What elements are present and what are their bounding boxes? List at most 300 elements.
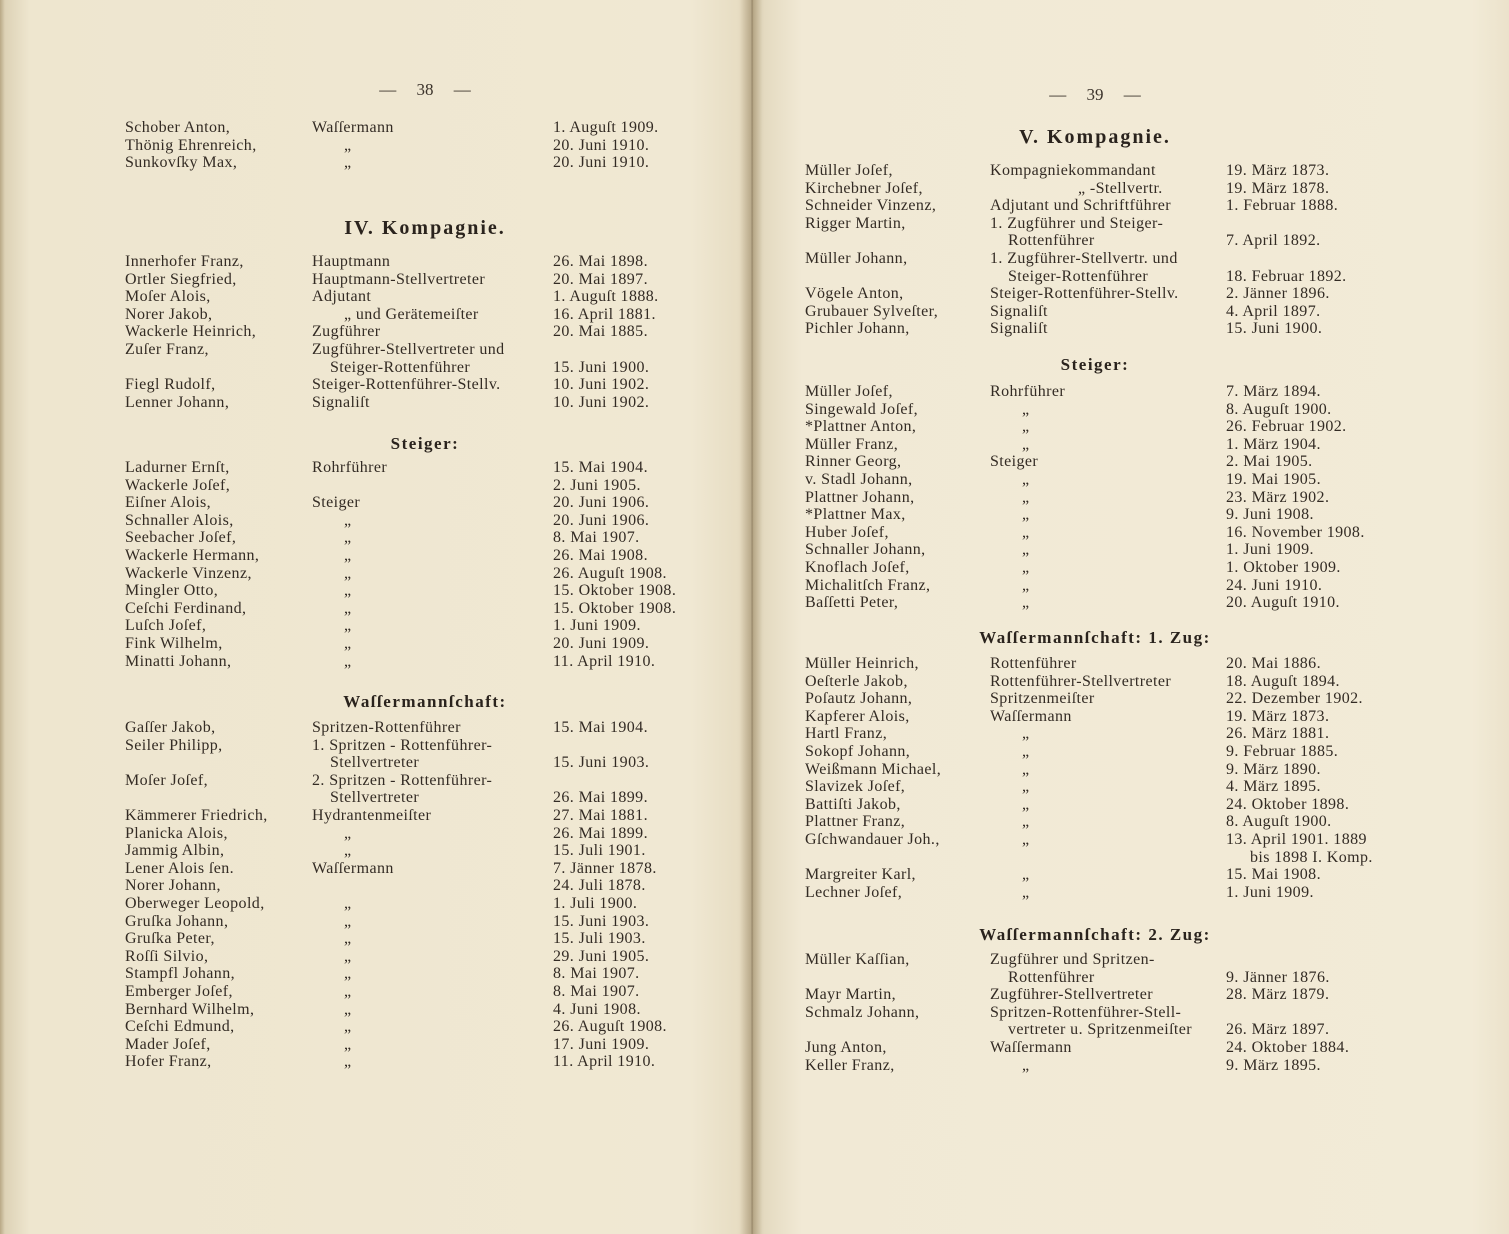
role-line: Stellvertreter xyxy=(330,789,420,807)
date-line: 20. Mai 1885. xyxy=(553,323,648,341)
member-date xyxy=(553,930,743,948)
member-name: Rigger Martin, xyxy=(805,214,906,232)
role-line: Steiger xyxy=(312,494,361,512)
date-line: 10. Juni 1902. xyxy=(553,376,650,394)
date-line: 1. Februar 1888. xyxy=(1226,197,1339,215)
member-role xyxy=(312,306,553,324)
member-role xyxy=(990,796,1226,814)
role-line: „ xyxy=(1022,418,1030,436)
member-name: Norer Johann, xyxy=(125,877,221,895)
role-line: „ xyxy=(344,136,352,154)
member-date xyxy=(553,306,743,324)
date-line: 24. Oktober 1898. xyxy=(1226,795,1350,813)
role-line: „ xyxy=(344,634,352,652)
member-date xyxy=(1226,969,1436,987)
member-role xyxy=(990,303,1226,321)
date-line: 15. Juni 1900. xyxy=(553,358,650,376)
list-item xyxy=(805,866,1436,884)
member-date xyxy=(553,154,743,172)
member-role xyxy=(990,1004,1226,1039)
role-line: „ xyxy=(344,824,352,842)
list-item xyxy=(125,512,743,530)
section-heading: Steiger: xyxy=(1060,355,1130,374)
member-date xyxy=(553,323,743,341)
member-name: Sunkovſky Max, xyxy=(125,154,238,172)
member-name: Knoflach Joſef, xyxy=(805,558,910,576)
member-role xyxy=(990,453,1226,471)
role-line: „ xyxy=(344,1018,352,1036)
list-item xyxy=(125,877,743,895)
date-line: 2. Juni 1905. xyxy=(553,476,641,494)
date-line: 23. März 1902. xyxy=(1226,488,1330,506)
member-role xyxy=(990,524,1226,542)
member-role xyxy=(990,655,1226,673)
list-item xyxy=(125,271,743,289)
date-line: 9. Juni 1908. xyxy=(1226,506,1314,524)
member-date xyxy=(553,1018,743,1036)
role-line: „ xyxy=(1022,866,1030,884)
date-line: 1. März 1904. xyxy=(1226,435,1321,453)
member-name: Schnaller Alois, xyxy=(125,511,234,529)
date-line: 26. Mai 1899. xyxy=(553,789,648,807)
page-38 xyxy=(0,0,752,1234)
role-line: „ xyxy=(1022,883,1030,901)
role-line: Signaliſt xyxy=(990,302,1048,320)
member-date xyxy=(1226,489,1436,507)
list-item xyxy=(125,600,743,618)
date-line: 10. Juni 1902. xyxy=(553,393,650,411)
member-date xyxy=(553,789,743,807)
role-line: „ xyxy=(344,546,352,564)
list-item xyxy=(125,948,743,966)
member-name: Luſch Joſef, xyxy=(125,617,207,635)
date-line: 20. Juni 1906. xyxy=(553,511,650,529)
date-line: 1. Juli 1900. xyxy=(553,894,638,912)
role-line: „ xyxy=(344,564,352,582)
list-item xyxy=(125,860,743,878)
date-line: 15. Mai 1908. xyxy=(1226,866,1321,884)
list-item xyxy=(125,323,743,341)
member-role xyxy=(312,948,553,966)
member-date xyxy=(553,394,743,412)
member-date xyxy=(1226,506,1436,524)
member-name: Müller Franz, xyxy=(805,435,899,453)
list-item xyxy=(125,617,743,635)
role-line: „ xyxy=(344,652,352,670)
member-date xyxy=(553,459,743,477)
role-line: „ xyxy=(344,912,352,930)
date-line: 18. Auguſt 1894. xyxy=(1226,672,1340,690)
member-name: Thönig Ehrenreich, xyxy=(125,136,257,154)
member-role xyxy=(312,860,553,878)
section-heading: Waſſermannſchaft: 1. Zug: xyxy=(979,628,1211,647)
member-name: Battiſti Jakob, xyxy=(805,795,901,813)
member-role xyxy=(312,895,553,913)
member-date xyxy=(553,565,743,583)
date-line: 20. Juni 1910. xyxy=(553,136,650,154)
role-line: Adjutant xyxy=(312,288,372,306)
list-item xyxy=(805,673,1436,691)
role-line: „ xyxy=(344,511,352,529)
member-name: Baſſetti Peter, xyxy=(805,594,899,612)
member-date xyxy=(553,948,743,966)
member-name: Müller Joſef, xyxy=(805,162,893,179)
member-list xyxy=(805,162,1436,338)
list-item xyxy=(805,320,1436,338)
role-line: „ xyxy=(1022,742,1030,760)
list-item xyxy=(805,250,1436,285)
member-role xyxy=(312,154,553,172)
member-name: Mader Joſef, xyxy=(125,1035,211,1053)
member-date xyxy=(1226,690,1436,708)
role-line: „ xyxy=(344,1000,352,1018)
member-date xyxy=(553,529,743,547)
member-name: Ceſchi Ferdinand, xyxy=(125,599,247,617)
date-line: 4. Juni 1908. xyxy=(553,1000,641,1018)
list-item xyxy=(805,884,1436,902)
role-line: „ xyxy=(1022,594,1030,612)
list-item xyxy=(805,559,1436,577)
member-date xyxy=(1226,559,1436,577)
list-item xyxy=(805,813,1436,831)
member-date xyxy=(1226,232,1436,250)
list-item xyxy=(125,895,743,913)
role-line: „ xyxy=(344,154,352,172)
list-item xyxy=(805,1039,1436,1057)
date-line: 2. Jänner 1896. xyxy=(1226,285,1330,303)
section-heading: Waſſermannſchaft: 2. Zug: xyxy=(979,925,1211,944)
member-name: Gruſka Peter, xyxy=(125,930,215,948)
member-name: Ladurner Ernſt, xyxy=(125,459,230,476)
list-item xyxy=(125,529,743,547)
role-line: 1. Spritzen - Rottenführer- xyxy=(312,736,493,754)
list-item xyxy=(805,577,1436,595)
date-line: bis 1898 I. Komp. xyxy=(1250,848,1373,866)
member-role xyxy=(312,288,553,306)
role-line: Zugführer und Spritzen- xyxy=(990,951,1155,968)
role-line: Adjutant und Schriftführer xyxy=(990,197,1172,215)
member-date xyxy=(1226,303,1436,321)
list-item xyxy=(125,119,743,137)
member-name: Lechner Joſef, xyxy=(805,883,903,901)
date-line: 9. März 1890. xyxy=(1226,760,1321,778)
list-item xyxy=(125,965,743,983)
member-name: Minatti Johann, xyxy=(125,652,232,670)
member-date xyxy=(553,494,743,512)
member-date xyxy=(1226,524,1436,542)
list-item xyxy=(805,951,1436,986)
member-name: Gruſka Johann, xyxy=(125,912,229,930)
list-item xyxy=(125,653,743,671)
member-role xyxy=(312,807,553,825)
member-name: Moſer Joſef, xyxy=(125,771,209,789)
member-date xyxy=(553,547,743,565)
role-line: „ xyxy=(1022,725,1030,743)
member-date xyxy=(553,895,743,913)
role-line: Spritzen-Rottenführer-Stell- xyxy=(990,1003,1182,1021)
member-date xyxy=(1226,813,1436,831)
role-line: Stellvertreter xyxy=(330,754,420,772)
list-item xyxy=(805,162,1436,180)
list-item xyxy=(125,825,743,843)
member-role xyxy=(312,582,553,600)
member-name: Sokopf Johann, xyxy=(805,742,911,760)
member-date xyxy=(553,635,743,653)
member-list xyxy=(125,253,743,411)
member-date xyxy=(1226,743,1436,761)
member-role xyxy=(312,737,553,772)
date-line: 15. Juni 1900. xyxy=(1226,320,1323,338)
role-line: „ xyxy=(344,1053,352,1071)
member-role xyxy=(312,459,553,477)
member-date xyxy=(1226,884,1436,902)
list-item xyxy=(805,285,1436,303)
member-date xyxy=(1226,453,1436,471)
member-name: Müller Heinrich, xyxy=(805,655,919,672)
date-line: 26. Mai 1898. xyxy=(553,253,648,270)
date-line: 1. Auguſt 1888. xyxy=(553,288,659,306)
member-role xyxy=(990,285,1226,303)
member-role xyxy=(990,180,1226,198)
list-item xyxy=(805,215,1436,250)
member-role xyxy=(312,394,553,412)
member-date xyxy=(553,1053,743,1071)
section-heading: Steiger: xyxy=(390,434,460,453)
list-item xyxy=(125,288,743,306)
date-line: 15. Juli 1901. xyxy=(553,842,646,860)
role-line: Zugführer-Stellvertreter xyxy=(990,986,1153,1004)
role-line: „ xyxy=(1022,435,1030,453)
date-line: 1. Oktober 1909. xyxy=(1226,558,1341,576)
member-name: Lener Alois ſen. xyxy=(125,859,235,877)
list-item xyxy=(805,524,1436,542)
member-name: Schober Anton, xyxy=(125,119,231,136)
member-date xyxy=(553,719,743,737)
member-role xyxy=(312,547,553,565)
list-item xyxy=(125,1036,743,1054)
member-name: Lenner Johann, xyxy=(125,393,230,411)
member-role xyxy=(990,541,1226,559)
member-date xyxy=(553,860,743,878)
date-line: 15. Oktober 1908. xyxy=(553,599,677,617)
member-date xyxy=(553,359,743,377)
member-date xyxy=(553,376,743,394)
role-line: Hydrantenmeiſter xyxy=(312,806,432,824)
role-line: Hauptmann xyxy=(312,253,391,270)
member-role xyxy=(990,418,1226,436)
list-item xyxy=(805,796,1436,814)
role-line: „ xyxy=(1022,523,1030,541)
member-role xyxy=(312,617,553,635)
list-item xyxy=(125,459,743,477)
member-role xyxy=(990,215,1226,250)
role-line: „ xyxy=(1022,576,1030,594)
role-line: Zugführer xyxy=(312,323,381,341)
member-list xyxy=(125,119,743,172)
member-name: Wackerle Joſef, xyxy=(125,476,231,494)
member-name: Wackerle Vinzenz, xyxy=(125,564,252,582)
member-role xyxy=(990,1039,1226,1057)
member-date xyxy=(553,653,743,671)
date-line: 29. Juni 1905. xyxy=(553,947,650,965)
role-line: Waſſermann xyxy=(990,707,1072,725)
date-line: 27. Mai 1881. xyxy=(553,806,648,824)
list-item xyxy=(125,842,743,860)
date-line: 18. Februar 1892. xyxy=(1226,267,1347,285)
role-line: Rohrführer xyxy=(312,459,388,476)
member-name: Schmalz Johann, xyxy=(805,1003,920,1021)
member-role xyxy=(990,577,1226,595)
member-name: v. Stadl Johann, xyxy=(805,470,913,488)
member-name: *Plattner Anton, xyxy=(805,418,917,436)
member-date xyxy=(553,825,743,843)
role-line: „ xyxy=(344,965,352,983)
member-role xyxy=(990,690,1226,708)
list-item xyxy=(805,594,1436,612)
list-item xyxy=(805,197,1436,215)
date-line: 26. Mai 1899. xyxy=(553,824,648,842)
member-date xyxy=(1226,268,1436,286)
date-line: 15. Juni 1903. xyxy=(553,912,650,930)
member-role xyxy=(312,930,553,948)
list-item xyxy=(805,743,1436,761)
list-item xyxy=(805,1004,1436,1039)
member-date xyxy=(1226,162,1436,180)
member-list xyxy=(805,655,1436,901)
member-role xyxy=(990,986,1226,1004)
member-role xyxy=(990,320,1226,338)
member-date xyxy=(553,512,743,530)
member-date xyxy=(553,754,743,772)
member-date xyxy=(553,137,743,155)
date-line: 24. Oktober 1884. xyxy=(1226,1038,1350,1056)
member-date xyxy=(553,1001,743,1019)
member-name: Innerhofer Franz, xyxy=(125,253,244,270)
member-role xyxy=(990,594,1226,612)
date-line: 13. April 1901. 1889 xyxy=(1226,830,1367,848)
member-name: Müller Joſef, xyxy=(805,383,893,400)
member-role xyxy=(312,119,553,137)
date-line: 1. Auguſt 1909. xyxy=(553,119,659,136)
list-item xyxy=(805,1057,1436,1075)
member-name: Ortler Siegfried, xyxy=(125,270,237,288)
member-role xyxy=(990,250,1226,285)
member-name: Margreiter Karl, xyxy=(805,866,916,884)
member-role xyxy=(990,743,1226,761)
member-role xyxy=(312,1001,553,1019)
member-name: Eiſner Alois, xyxy=(125,494,212,512)
member-date xyxy=(553,119,743,137)
member-name: Michalitſch Franz, xyxy=(805,576,931,594)
member-date xyxy=(1226,401,1436,419)
member-role xyxy=(990,489,1226,507)
member-date xyxy=(553,965,743,983)
role-line: Hauptmann-Stellvertreter xyxy=(312,270,486,288)
member-date xyxy=(1226,285,1436,303)
role-line: Signaliſt xyxy=(990,320,1048,338)
member-role xyxy=(312,842,553,860)
date-line: 1. Juni 1909. xyxy=(1226,883,1314,901)
list-item xyxy=(125,376,743,394)
date-line: 20. Auguſt 1910. xyxy=(1226,594,1340,612)
date-line: 7. April 1892. xyxy=(1226,232,1321,250)
member-role xyxy=(990,1057,1226,1075)
member-role xyxy=(990,708,1226,726)
role-line: vertreter u. Spritzenmeiſter xyxy=(1008,1021,1193,1039)
member-date xyxy=(553,877,743,895)
member-role xyxy=(312,341,553,376)
member-role xyxy=(312,983,553,1001)
member-role xyxy=(990,197,1226,215)
date-line: 16. November 1908. xyxy=(1226,523,1365,541)
role-line: „ xyxy=(344,982,352,1000)
list-item xyxy=(125,494,743,512)
list-item xyxy=(805,831,1436,866)
member-date xyxy=(1226,725,1436,743)
role-line: „ xyxy=(1022,488,1030,506)
member-date xyxy=(1226,866,1436,884)
member-date xyxy=(1226,655,1436,673)
member-date xyxy=(553,807,743,825)
list-item xyxy=(805,453,1436,471)
role-line: „ xyxy=(1022,813,1030,831)
section-heading: IV. Kompagnie. xyxy=(344,217,506,239)
date-line: 26. Februar 1902. xyxy=(1226,418,1347,436)
member-name: Jung Anton, xyxy=(805,1038,887,1056)
list-item xyxy=(805,471,1436,489)
role-line: „ xyxy=(1022,830,1030,848)
member-name: Schnaller Johann, xyxy=(805,541,926,559)
list-item xyxy=(125,137,743,155)
list-item xyxy=(805,708,1436,726)
member-name: Plattner Franz, xyxy=(805,813,906,831)
member-name: Zuſer Franz, xyxy=(125,340,209,358)
list-item xyxy=(125,477,743,495)
role-line: Waſſermann xyxy=(990,1038,1072,1056)
list-item xyxy=(125,719,743,737)
list-item xyxy=(805,655,1436,673)
list-item xyxy=(805,778,1436,796)
page-39 xyxy=(752,0,1509,1234)
role-line: Steiger-Rottenführer xyxy=(1008,267,1149,285)
member-role xyxy=(312,529,553,547)
date-line: 9. März 1895. xyxy=(1226,1056,1321,1074)
member-name: Kirchebner Joſef, xyxy=(805,179,923,197)
list-item xyxy=(125,1053,743,1071)
date-line: 20. Mai 1886. xyxy=(1226,655,1321,672)
member-name: Mayr Martin, xyxy=(805,986,897,1004)
role-line: 1. Zugführer und Steiger- xyxy=(990,214,1164,232)
date-line: 16. April 1881. xyxy=(553,305,656,323)
list-item xyxy=(805,986,1436,1004)
list-item xyxy=(125,253,743,271)
date-line: 24. Juni 1910. xyxy=(1226,576,1323,594)
list-item xyxy=(805,506,1436,524)
role-line: „ xyxy=(344,930,352,948)
member-role xyxy=(312,600,553,618)
member-role xyxy=(312,965,553,983)
member-role xyxy=(312,323,553,341)
date-line: 20. Juni 1906. xyxy=(553,494,650,512)
list-item xyxy=(125,565,743,583)
list-item xyxy=(805,436,1436,454)
section-heading: V. Kompagnie. xyxy=(1019,126,1171,148)
member-role xyxy=(312,376,553,394)
role-line: „ xyxy=(344,582,352,600)
date-line: 9. Jänner 1876. xyxy=(1226,968,1330,986)
role-line: „ xyxy=(1022,1056,1030,1074)
member-name: Moſer Alois, xyxy=(125,288,211,306)
